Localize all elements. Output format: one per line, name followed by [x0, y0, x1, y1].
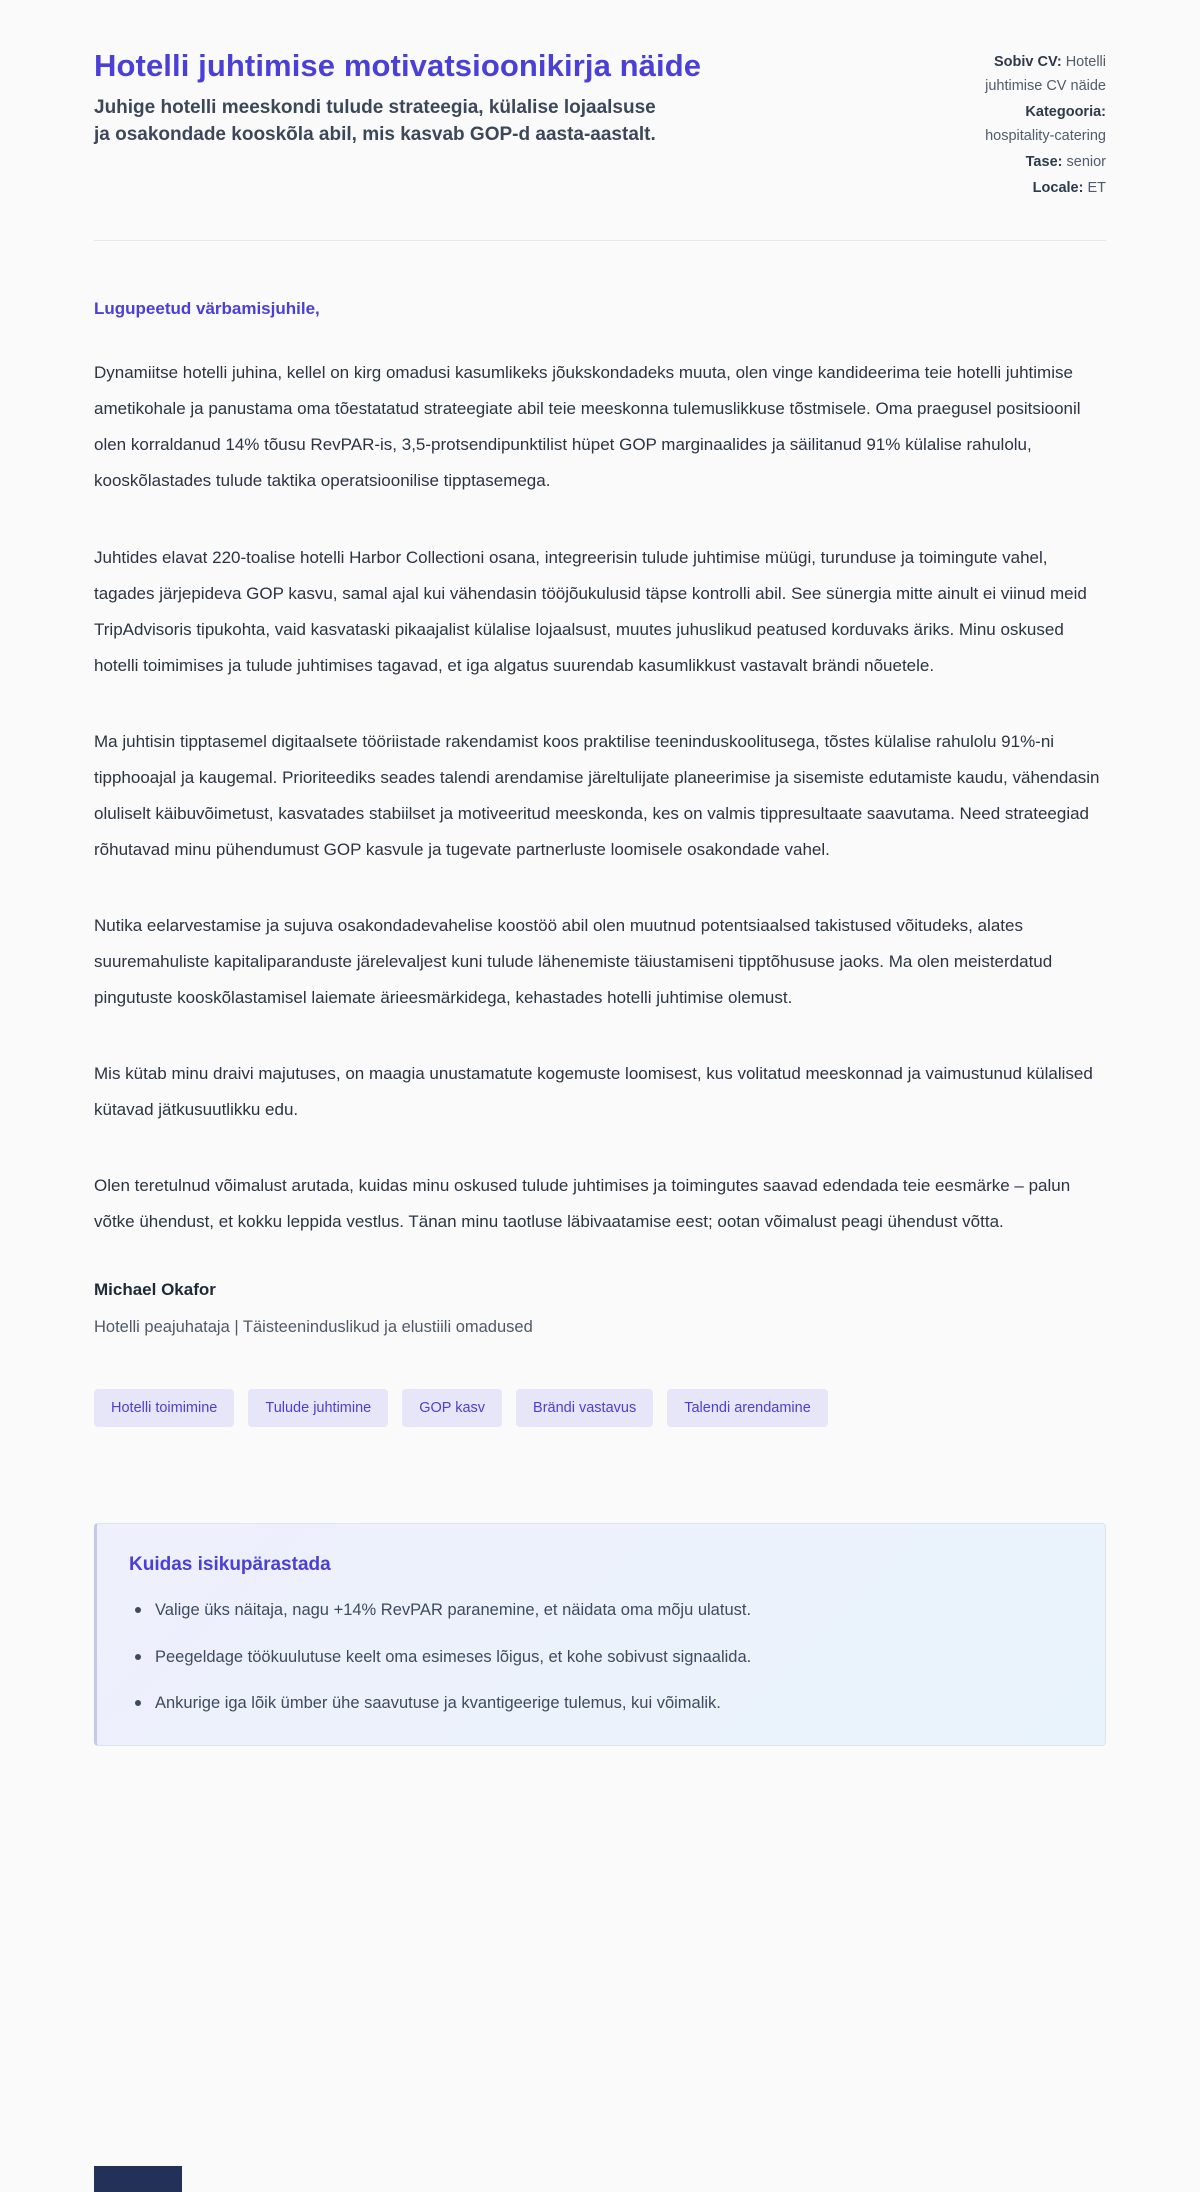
letter-paragraph: Ma juhtisin tipptasemel digitaalsete tööriistade rakendamist koos praktilise teeninduskoolitusega, tõstes külalise rahulolu 91%-ni tipphooajal ja kaugemal. Prioriteediks seades talendi arendamise järeltulijate planeerimise ja sisemiste edutamiste kaudu, vähendasin oluliselt käibuvõimetust, kasvatades stabiilset ja motiveeritud meeskonda, kes on valmis tippresultaate saavutama. Need strateegiad rõhutavad minu pühendumust GOP kasvule ja tugevate partnerluste loomisele osakondade vahel. [94, 731, 1100, 859]
signature-role: Hotelli peajuhataja | Täisteeninduslikud ja elustiili omadused [94, 1317, 533, 1336]
meta-panel [954, 46, 1106, 202]
tag-chip-brand-alignment: Brändi vastavus [516, 1389, 653, 1427]
meta-value: ET [1087, 180, 1106, 197]
meta-row-level [954, 150, 1106, 174]
callout-bullet: Valige üks näitaja, nagu +14% RevPAR paranemine, et näidata oma mõju ulatust. [129, 1598, 1073, 1624]
header-title-block [94, 46, 701, 149]
letter-paragraph: Olen teretulnud võimalust arutada, kuidas minu oskused tulude juhtimises ja toimingutes saavad edendada teie eesmärke – palun võtke ühendust, et kokku leppida vestlus. Tänan minu taotluse läbivaatamise eest; ootan võimalust peagi ühendust võtta. [94, 1175, 1071, 1231]
tag-chip-gop-growth: GOP kasv [402, 1389, 502, 1427]
meta-value: hospitality-catering [985, 128, 1106, 145]
letter-greeting: Lugupeetud värbamisjuhile, [94, 299, 320, 319]
letter-paragraph: Juhtides elavat 220-toalise hotelli Harbor Collectioni osana, integreerisin tulude juhtimise müügi, turunduse ja toimingute vahel, tagades järjepideva GOP kasvu, samal ajal kui vähendasin tööjõukulusid täpse kontrolli abil. See sünergia mitte ainult ei viinud meid TripAdvisoris tipukohta, vaid kasvataski pikaajalist külalise lojaalsust, muutes juhuslikud peatused korduvaks äriks. Minu oskused hotelli toimimises ja tulude juhtimises tagavad, et iga algatus suurendab kasumlikkust vastavalt brändi nõuetele. [94, 547, 1087, 675]
callout-bullet: Ankurige iga lõik ümber ühe saavutuse ja kvantigeerige tulemus, kui võimalik. [129, 1691, 1073, 1717]
page-title: Hotelli juhtimise motivatsioonikirja näide [94, 48, 702, 83]
meta-row-locale [954, 176, 1106, 200]
tag-chip-revenue-management: Tulude juhtimine [248, 1389, 388, 1427]
meta-value: Hotelli juhtimise CV näide [985, 54, 1106, 95]
header-divider [94, 240, 1106, 241]
meta-row-category [954, 100, 1106, 148]
meta-label: Locale: [1032, 180, 1084, 197]
letter-paragraph: Mis kütab minu draivi majutuses, on maagia unustamatute kogemuste loomisest, kus volitatud meeskonnad ja vaimustunud külalised kütavad jätkusuutlikku edu. [94, 1063, 1093, 1119]
meta-label: Kategooria: [1025, 104, 1106, 121]
letter-body [94, 355, 1106, 1240]
meta-label: Sobiv CV: [993, 54, 1062, 70]
header [94, 46, 1106, 202]
meta-label: Tase: [1025, 154, 1063, 171]
tag-list [94, 1389, 1106, 1427]
callout-bullet: Peegeldage töökuulutuse keelt oma esimeses lõigus, et kohe sobivust signaalida. [129, 1645, 1073, 1671]
tag-chip-talent-development: Talendi arendamine [667, 1389, 828, 1427]
meta-row-matching-cv [954, 50, 1106, 98]
signature-name: Michael Okafor [94, 1279, 216, 1299]
callout-title: Kuidas isikupärastada [129, 1553, 331, 1575]
callout-bullet-list [129, 1598, 1073, 1717]
personalization-callout [94, 1523, 1106, 1746]
footer-partial-bar [94, 2166, 182, 2192]
tag-chip-hotel-operations: Hotelli toimimine [94, 1389, 234, 1427]
letter-paragraph: Dynamiitse hotelli juhina, kellel on kirg omadusi kasumlikeks jõukskondadeks muuta, olen vinge kandideerima teie hotelli juhtimise ametikohale ja panustama oma tõestatatud strateegiate abil teie meeskonna tulemuslikkuse tõstmisele. Oma praegusel positsioonil olen korraldanud 14% tõusu RevPAR-is, 3,5-protsendipunktilist hüpet GOP marginaalides ja säilitanud 91% külalise rahulolu, kooskõlastades tulude taktika operatsioonilise tipptasemega. [94, 363, 1081, 491]
content-container [94, 0, 1106, 1746]
meta-value: senior [1066, 154, 1106, 171]
page-subtitle: Juhige hotelli meeskondi tulude strateegia, külalise lojaalsuse ja osakondade kooskõla abil, mis kasvab GOP-d aasta-aastalt. [94, 97, 656, 146]
letter-paragraph: Nutika eelarvestamise ja sujuva osakondadevahelise koostöö abil olen muutnud potentsiaalsed takistused võitudeks, alates suuremahuliste kapitaliparanduste järelevaljest kuni tulude lähenemiste täiustamiseni tipptõhususe jaoks. Ma olen meisterdatud pingutuste kooskõlastamisel laiemate ärieesmärkidega, kehastades hotelli juhtimise olemust. [94, 915, 1053, 1007]
